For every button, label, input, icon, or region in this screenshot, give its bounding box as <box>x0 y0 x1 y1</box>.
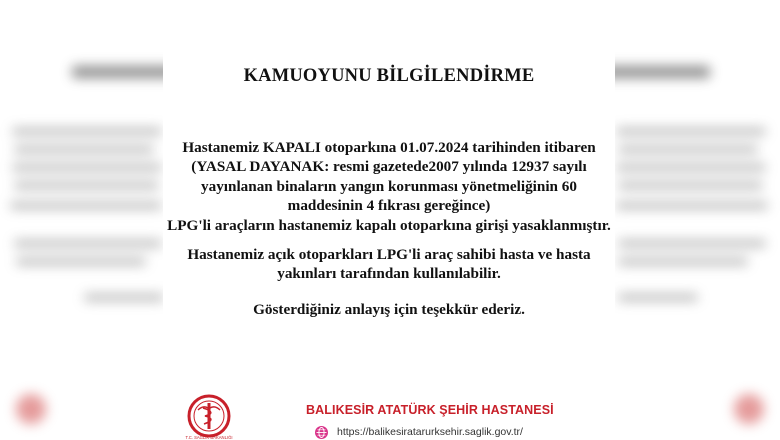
notice-paragraph-1 <box>163 138 615 235</box>
notice-line: yakınları tarafından kullanılabilir. <box>277 265 501 283</box>
website-row[interactable] <box>315 425 523 439</box>
notice-line: maddesinin 4 fıkrası gereğince) <box>287 197 491 215</box>
notice-line: Hastanemiz açık otoparkları LPG'li araç sahibi hasta ve hasta <box>187 246 591 263</box>
notice-line: Hastanemiz KAPALI otoparkına 01.07.2024 tarihinden itibaren <box>182 139 596 156</box>
notice-line: (YASAL DAYANAK: resmi gazetede2007 yılında 12937 sayılı <box>191 158 587 176</box>
notice-paragraph-3 <box>163 300 615 319</box>
notice-line: LPG'li araçların hastanemiz kapalı otoparkına girişi yasaklanmıştır. <box>167 216 611 234</box>
hospital-name: BALIKESİR ATATÜRK ŞEHİR HASTANESİ <box>306 403 554 417</box>
logo-caption: T.C. SAĞLIK BAKANLIĞI <box>185 435 233 440</box>
website-link[interactable]: https://balikesiratarurksehir.saglik.gov.tr/ <box>337 426 523 438</box>
notice-panel <box>163 0 615 440</box>
notice-paragraph-2 <box>163 245 615 284</box>
notice-line: yayınlanan binaların yangın korunması yönetmeliğinin 60 <box>201 177 577 195</box>
notice-title: KAMUOYUNU BİLGİLENDİRME <box>243 66 535 86</box>
notice-line: Gösterdiğiniz anlayış için teşekkür ederiz. <box>253 301 525 318</box>
globe-icon <box>315 426 328 439</box>
ministry-of-health-logo <box>180 392 238 440</box>
